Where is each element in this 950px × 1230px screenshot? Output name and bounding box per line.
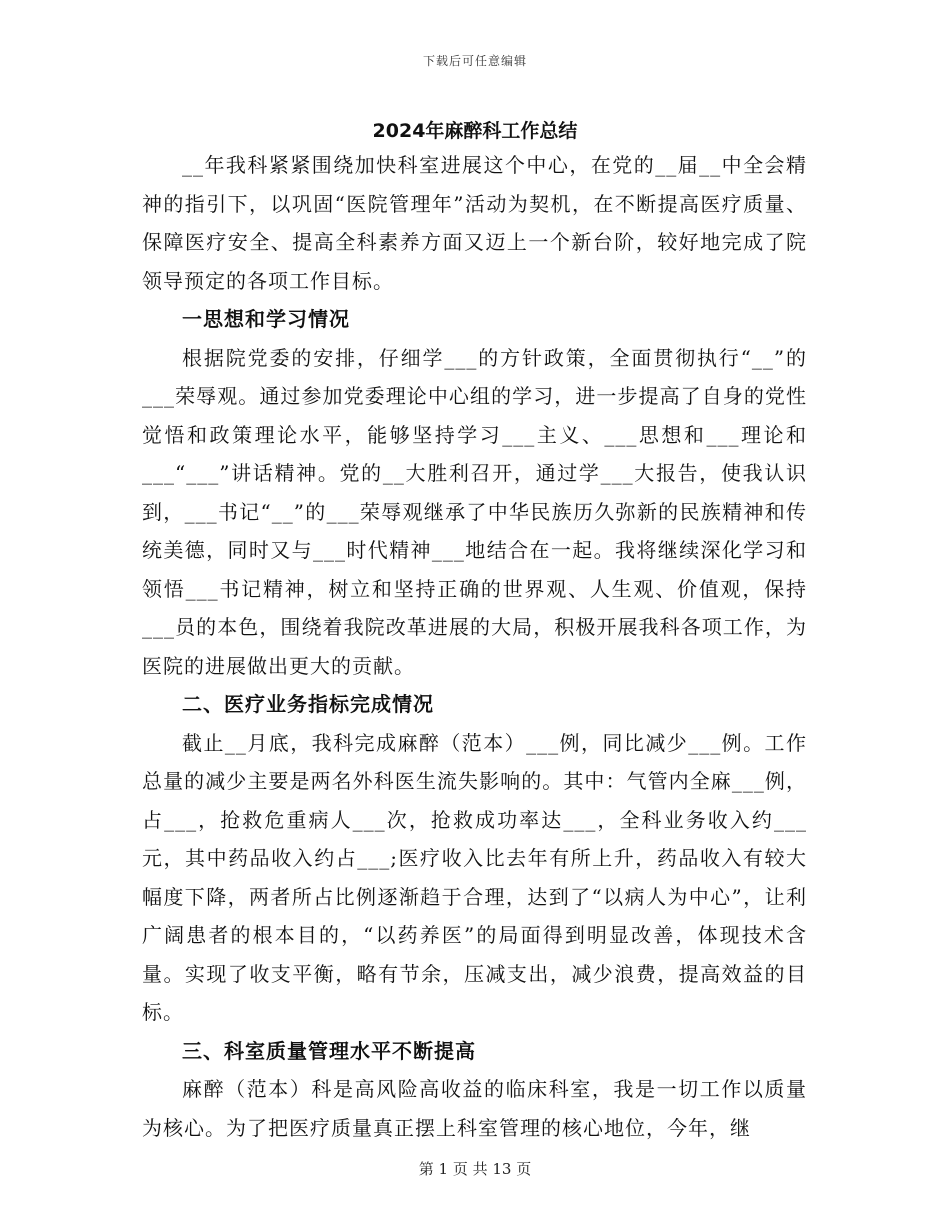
- intro-paragraph: __年我科紧紧围绕加快科室进展这个中心，在党的__届__中全会精神的指引下，以巩固“医院管理年”活动为契机，在不断提高医疗质量、保障医疗安全、提高全科素养方面又迈上一个新台阶，较好地完成了院领导预定的各项工作目标。: [142, 153, 807, 293]
- section-paragraph-study: 根据院党委的安排，仔细学___的方针政策，全面贯彻执行“__”的___荣辱观。通过参加党委理论中心组的学习，进一步提高了自身的党性觉悟和政策理论水平，能够坚持学习___主义、___思想和___理论和___“___”讲话精神。党的__大胜利召开，通过学___大报告，使我认识到，___书记“__”的___荣辱观继承了中华民族历久弥新的民族精神和传统美德，同时又与___时代精神___地结合在一起。我将继续深化学习和领悟___书记精神，树立和坚持正确的世界观、人生观、价值观，保持___员的本色，围绕着我院改革进展的大局，积极开展我科各项工作，为医院的进展做出更大的贡献。: [142, 345, 807, 678]
- section-paragraph-quality: 麻醉（范本）科是高风险高收益的临床科室，我是一切工作以质量为核心。为了把医疗质量真正摆上科室管理的核心地位，今年，继: [142, 1077, 807, 1140]
- page-number: 第 1 页 共 13 页: [418, 1160, 532, 1178]
- section-heading-metrics: 二、医疗业务指标完成情况: [182, 692, 434, 716]
- document-body: [142, 146, 807, 1147]
- section-heading-quality: 三、科室质量管理水平不断提高: [182, 1038, 476, 1063]
- document-title: 2024年麻醉科工作总结: [372, 120, 578, 142]
- page-header-note: 下载后可任意编辑: [422, 54, 527, 68]
- section-paragraph-metrics: 截止__月底，我科完成麻醉（范本）___例，同比减少___例。工作总量的减少主要是两名外科医生流失影响的。其中：气管内全麻___例，占___，抢救危重病人___次，抢救成功率达___，全科业务收入约___元，其中药品收入约占___;医疗收入比去年有所上升，药品收入有较大幅度下降，两者所占比例逐渐趋于合理，达到了“以病人为中心”，让利广阔患者的根本目的，“以药养医”的局面得到明显改善，体现技术含量。实现了收支平衡，略有节余，压减支出，减少浪费，提高效益的目标。: [142, 730, 807, 1024]
- section-heading-study: 一思想和学习情况: [182, 307, 350, 331]
